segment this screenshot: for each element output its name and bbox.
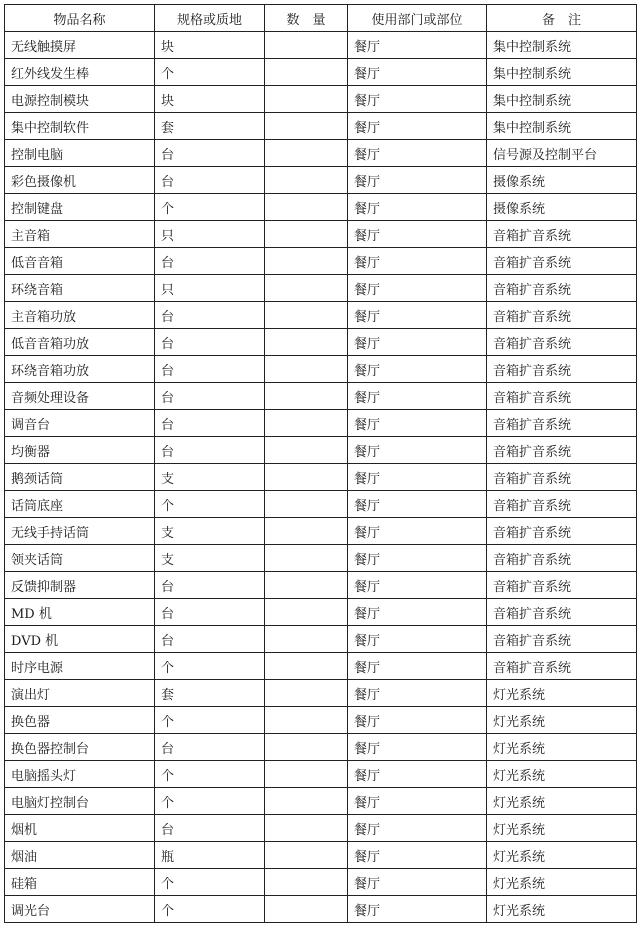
cell-remark: 灯光系统: [487, 707, 637, 734]
cell-location: 餐厅: [348, 464, 487, 491]
cell-quantity: [265, 86, 348, 113]
cell-quantity: [265, 626, 348, 653]
cell-remark: 音箱扩音系统: [487, 410, 637, 437]
cell-quantity: [265, 59, 348, 86]
cell-location: 餐厅: [348, 410, 487, 437]
cell-item-name: 主音箱: [5, 221, 155, 248]
cell-spec: 台: [155, 140, 265, 167]
header-item-name: 物品名称: [5, 5, 155, 32]
cell-remark: 音箱扩音系统: [487, 545, 637, 572]
cell-location: 餐厅: [348, 761, 487, 788]
cell-item-name: 时序电源: [5, 653, 155, 680]
cell-location: 餐厅: [348, 707, 487, 734]
cell-remark: 音箱扩音系统: [487, 383, 637, 410]
cell-remark: 灯光系统: [487, 815, 637, 842]
cell-remark: 集中控制系统: [487, 59, 637, 86]
table-row: [5, 383, 637, 410]
cell-quantity: [265, 32, 348, 59]
header-quantity: 数 量: [265, 5, 348, 32]
table-row: [5, 626, 637, 653]
cell-remark: 音箱扩音系统: [487, 275, 637, 302]
cell-item-name: MD 机: [5, 599, 155, 626]
cell-spec: 台: [155, 329, 265, 356]
table-row: [5, 410, 637, 437]
cell-quantity: [265, 410, 348, 437]
cell-item-name: 集中控制软件: [5, 113, 155, 140]
cell-quantity: [265, 815, 348, 842]
cell-location: 餐厅: [348, 86, 487, 113]
cell-location: 餐厅: [348, 788, 487, 815]
cell-location: 餐厅: [348, 356, 487, 383]
cell-remark: 音箱扩音系统: [487, 572, 637, 599]
table-row: [5, 788, 637, 815]
cell-location: 餐厅: [348, 545, 487, 572]
cell-remark: 灯光系统: [487, 761, 637, 788]
cell-location: 餐厅: [348, 32, 487, 59]
cell-location: 餐厅: [348, 896, 487, 923]
table-row: [5, 707, 637, 734]
cell-quantity: [265, 329, 348, 356]
table-row: [5, 59, 637, 86]
cell-item-name: 控制电脑: [5, 140, 155, 167]
cell-item-name: 调光台: [5, 896, 155, 923]
cell-location: 餐厅: [348, 221, 487, 248]
cell-spec: 台: [155, 383, 265, 410]
table-row: [5, 248, 637, 275]
cell-spec: 台: [155, 248, 265, 275]
cell-remark: 音箱扩音系统: [487, 653, 637, 680]
cell-remark: 信号源及控制平台: [487, 140, 637, 167]
table-row: [5, 113, 637, 140]
cell-quantity: [265, 896, 348, 923]
cell-item-name: 电脑摇头灯: [5, 761, 155, 788]
cell-spec: 块: [155, 32, 265, 59]
cell-spec: 个: [155, 869, 265, 896]
table-row: [5, 896, 637, 923]
cell-spec: 台: [155, 626, 265, 653]
cell-item-name: 电脑灯控制台: [5, 788, 155, 815]
table-row: [5, 194, 637, 221]
cell-item-name: 彩色摄像机: [5, 167, 155, 194]
cell-location: 餐厅: [348, 113, 487, 140]
cell-spec: 套: [155, 113, 265, 140]
cell-remark: 集中控制系统: [487, 86, 637, 113]
cell-quantity: [265, 194, 348, 221]
cell-spec: 瓶: [155, 842, 265, 869]
header-location: 使用部门或部位: [348, 5, 487, 32]
cell-quantity: [265, 707, 348, 734]
header-row: [5, 5, 637, 32]
cell-remark: 音箱扩音系统: [487, 302, 637, 329]
table-row: [5, 275, 637, 302]
cell-quantity: [265, 383, 348, 410]
table-row: [5, 761, 637, 788]
cell-location: 餐厅: [348, 518, 487, 545]
table-row: [5, 842, 637, 869]
cell-location: 餐厅: [348, 626, 487, 653]
cell-remark: 音箱扩音系统: [487, 221, 637, 248]
cell-item-name: 低音音箱: [5, 248, 155, 275]
table-row: [5, 815, 637, 842]
cell-remark: 音箱扩音系统: [487, 626, 637, 653]
cell-spec: 台: [155, 599, 265, 626]
cell-item-name: 主音箱功放: [5, 302, 155, 329]
table-row: [5, 302, 637, 329]
table-row: [5, 167, 637, 194]
table-row: [5, 572, 637, 599]
table-row: [5, 437, 637, 464]
header-spec: 规格或质地: [155, 5, 265, 32]
cell-location: 餐厅: [348, 329, 487, 356]
cell-remark: 音箱扩音系统: [487, 518, 637, 545]
cell-location: 餐厅: [348, 167, 487, 194]
cell-quantity: [265, 113, 348, 140]
cell-spec: 台: [155, 815, 265, 842]
cell-spec: 支: [155, 464, 265, 491]
table-row: [5, 518, 637, 545]
cell-remark: 灯光系统: [487, 869, 637, 896]
cell-location: 餐厅: [348, 491, 487, 518]
cell-item-name: 环绕音箱: [5, 275, 155, 302]
table-body: [5, 32, 637, 923]
table-row: [5, 491, 637, 518]
cell-item-name: DVD 机: [5, 626, 155, 653]
cell-location: 餐厅: [348, 653, 487, 680]
cell-remark: 灯光系统: [487, 842, 637, 869]
cell-spec: 支: [155, 518, 265, 545]
cell-item-name: 无线触摸屏: [5, 32, 155, 59]
cell-quantity: [265, 761, 348, 788]
cell-quantity: [265, 653, 348, 680]
table-row: [5, 545, 637, 572]
table-row: [5, 599, 637, 626]
cell-location: 餐厅: [348, 437, 487, 464]
cell-item-name: 控制键盘: [5, 194, 155, 221]
cell-location: 餐厅: [348, 815, 487, 842]
cell-item-name: 音频处理设备: [5, 383, 155, 410]
cell-location: 餐厅: [348, 599, 487, 626]
cell-quantity: [265, 869, 348, 896]
table-row: [5, 356, 637, 383]
cell-location: 餐厅: [348, 275, 487, 302]
table-row: [5, 140, 637, 167]
cell-spec: 个: [155, 788, 265, 815]
cell-spec: 支: [155, 545, 265, 572]
cell-location: 餐厅: [348, 248, 487, 275]
cell-quantity: [265, 734, 348, 761]
cell-spec: 块: [155, 86, 265, 113]
cell-spec: 个: [155, 194, 265, 221]
cell-item-name: 换色器控制台: [5, 734, 155, 761]
cell-quantity: [265, 248, 348, 275]
cell-location: 餐厅: [348, 680, 487, 707]
cell-quantity: [265, 302, 348, 329]
cell-quantity: [265, 680, 348, 707]
cell-remark: 灯光系统: [487, 788, 637, 815]
cell-remark: 音箱扩音系统: [487, 329, 637, 356]
cell-location: 餐厅: [348, 383, 487, 410]
cell-location: 餐厅: [348, 59, 487, 86]
cell-remark: 音箱扩音系统: [487, 599, 637, 626]
cell-quantity: [265, 599, 348, 626]
cell-quantity: [265, 437, 348, 464]
cell-spec: 只: [155, 275, 265, 302]
cell-spec: 个: [155, 653, 265, 680]
cell-item-name: 反馈抑制器: [5, 572, 155, 599]
table-row: [5, 653, 637, 680]
cell-item-name: 无线手持话筒: [5, 518, 155, 545]
cell-item-name: 烟机: [5, 815, 155, 842]
cell-remark: 集中控制系统: [487, 32, 637, 59]
cell-spec: 个: [155, 707, 265, 734]
cell-quantity: [265, 572, 348, 599]
cell-remark: 摄像系统: [487, 194, 637, 221]
cell-item-name: 硅箱: [5, 869, 155, 896]
cell-item-name: 电源控制模块: [5, 86, 155, 113]
table-row: [5, 86, 637, 113]
cell-location: 餐厅: [348, 194, 487, 221]
cell-spec: 台: [155, 410, 265, 437]
cell-quantity: [265, 464, 348, 491]
cell-spec: 台: [155, 437, 265, 464]
cell-quantity: [265, 545, 348, 572]
cell-location: 餐厅: [348, 572, 487, 599]
cell-item-name: 均衡器: [5, 437, 155, 464]
cell-quantity: [265, 140, 348, 167]
cell-remark: 摄像系统: [487, 167, 637, 194]
cell-spec: 只: [155, 221, 265, 248]
table-row: [5, 680, 637, 707]
cell-item-name: 演出灯: [5, 680, 155, 707]
table-header: [5, 5, 637, 32]
cell-spec: 个: [155, 896, 265, 923]
cell-quantity: [265, 275, 348, 302]
cell-spec: 个: [155, 59, 265, 86]
cell-quantity: [265, 518, 348, 545]
cell-remark: 集中控制系统: [487, 113, 637, 140]
cell-remark: 音箱扩音系统: [487, 248, 637, 275]
cell-spec: 个: [155, 761, 265, 788]
cell-spec: 个: [155, 491, 265, 518]
cell-spec: 台: [155, 356, 265, 383]
cell-item-name: 鹅颈话筒: [5, 464, 155, 491]
cell-remark: 音箱扩音系统: [487, 491, 637, 518]
cell-remark: 灯光系统: [487, 680, 637, 707]
table-row: [5, 464, 637, 491]
cell-spec: 台: [155, 734, 265, 761]
header-remark: 备 注: [487, 5, 637, 32]
cell-quantity: [265, 221, 348, 248]
cell-spec: 套: [155, 680, 265, 707]
cell-location: 餐厅: [348, 842, 487, 869]
table-row: [5, 734, 637, 761]
cell-spec: 台: [155, 302, 265, 329]
cell-remark: 音箱扩音系统: [487, 356, 637, 383]
cell-quantity: [265, 356, 348, 383]
cell-location: 餐厅: [348, 140, 487, 167]
cell-item-name: 调音台: [5, 410, 155, 437]
cell-remark: 音箱扩音系统: [487, 464, 637, 491]
cell-remark: 灯光系统: [487, 896, 637, 923]
table-row: [5, 221, 637, 248]
cell-spec: 台: [155, 572, 265, 599]
cell-location: 餐厅: [348, 734, 487, 761]
cell-item-name: 话筒底座: [5, 491, 155, 518]
cell-item-name: 领夹话筒: [5, 545, 155, 572]
table-row: [5, 869, 637, 896]
cell-item-name: 环绕音箱功放: [5, 356, 155, 383]
cell-item-name: 低音音箱功放: [5, 329, 155, 356]
equipment-inventory-table: [4, 4, 637, 923]
cell-quantity: [265, 491, 348, 518]
cell-spec: 台: [155, 167, 265, 194]
cell-item-name: 红外线发生棒: [5, 59, 155, 86]
cell-quantity: [265, 167, 348, 194]
cell-remark: 灯光系统: [487, 734, 637, 761]
table-row: [5, 32, 637, 59]
cell-item-name: 换色器: [5, 707, 155, 734]
cell-location: 餐厅: [348, 302, 487, 329]
table-row: [5, 329, 637, 356]
cell-remark: 音箱扩音系统: [487, 437, 637, 464]
cell-quantity: [265, 788, 348, 815]
cell-item-name: 烟油: [5, 842, 155, 869]
cell-quantity: [265, 842, 348, 869]
cell-location: 餐厅: [348, 869, 487, 896]
